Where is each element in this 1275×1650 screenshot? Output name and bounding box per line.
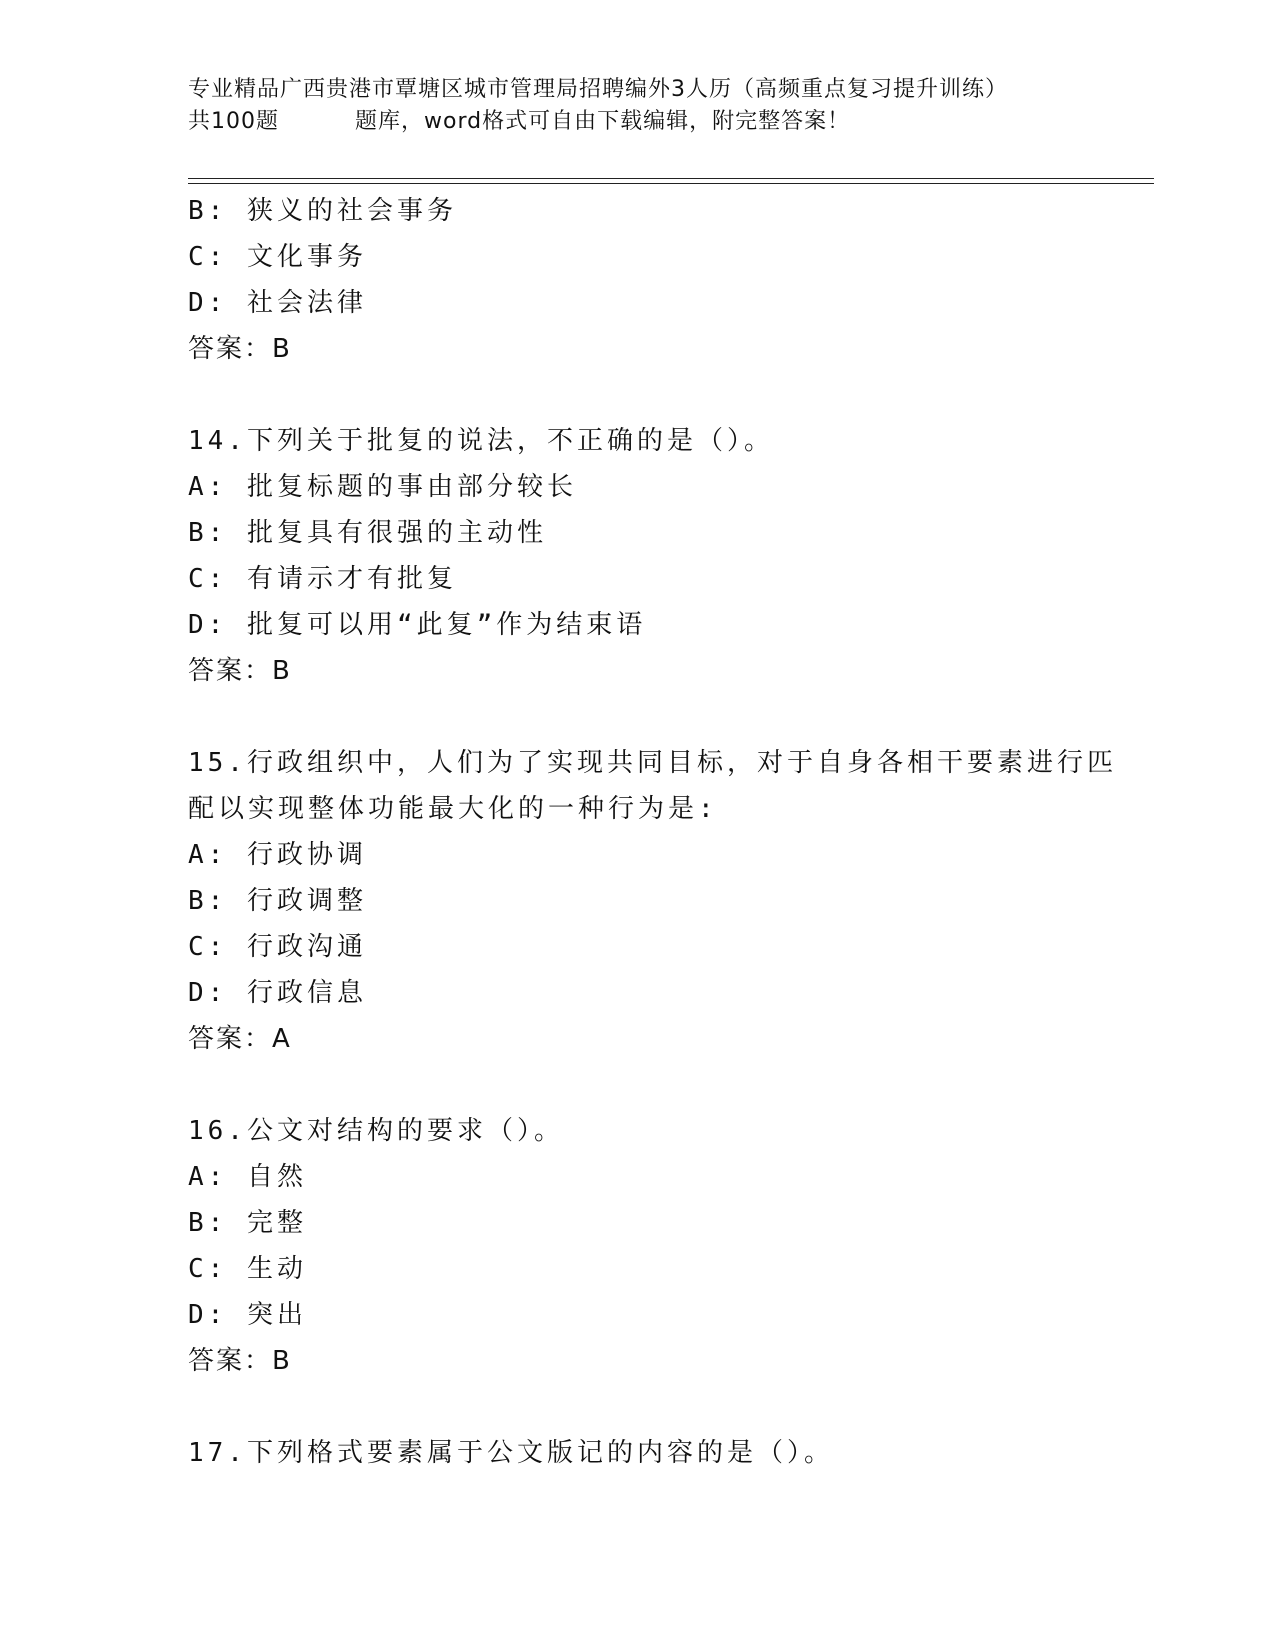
question-stem: 14.下列关于批复的说法，不正确的是（）。	[188, 426, 774, 456]
answer-key: 答案：B	[188, 1346, 292, 1376]
question-stem: 16.公文对结构的要求（）。	[188, 1116, 564, 1146]
document-header	[188, 74, 1088, 138]
question-block	[188, 740, 1117, 1062]
answer-key: 答案：B	[188, 656, 292, 686]
answer-option: A: 自然	[188, 1162, 307, 1192]
answer-option: C: 文化事务	[188, 242, 367, 272]
question-stem: 配以实现整体功能最大化的一种行为是:	[188, 794, 718, 824]
header-subtitle-line	[188, 106, 1088, 138]
question-block	[188, 1430, 1088, 1476]
question-list	[188, 188, 1117, 1476]
question-stem: 15.行政组织中，人们为了实现共同目标，对于自身各相干要素进行匹	[188, 748, 1117, 778]
answer-key: 答案：A	[188, 1024, 292, 1054]
answer-option: B: 行政调整	[188, 886, 367, 916]
answer-option: D: 社会法律	[188, 288, 367, 318]
answer-option: A: 批复标题的事由部分较长	[188, 472, 577, 502]
answer-option: B: 完整	[188, 1208, 307, 1238]
answer-option: C: 行政沟通	[188, 932, 367, 962]
header-divider-bottom	[188, 183, 1154, 184]
question-block	[188, 188, 1088, 372]
header-title-line: 专业精品广西贵港市覃塘区城市管理局招聘编外3人历（高频重点复习提升训练）	[188, 77, 1008, 102]
answer-option: C: 有请示才有批复	[188, 564, 457, 594]
answer-option: D: 批复可以用“此复”作为结束语	[188, 610, 647, 640]
header-divider-top	[188, 178, 1154, 179]
header-question-count: 共100题	[188, 109, 279, 134]
answer-key: 答案：B	[188, 334, 292, 364]
question-block	[188, 418, 1088, 694]
answer-option: C: 生动	[188, 1254, 307, 1284]
answer-option: D: 行政信息	[188, 978, 367, 1008]
answer-option: D: 突出	[188, 1300, 307, 1330]
answer-option: B: 狭义的社会事务	[188, 196, 457, 226]
answer-option: A: 行政协调	[188, 840, 367, 870]
header-description: 题库，word格式可自由下载编辑，附完整答案！	[355, 109, 851, 134]
answer-option: B: 批复具有很强的主动性	[188, 518, 547, 548]
question-block	[188, 1108, 1088, 1384]
question-stem: 17.下列格式要素属于公文版记的内容的是（）。	[188, 1438, 834, 1468]
